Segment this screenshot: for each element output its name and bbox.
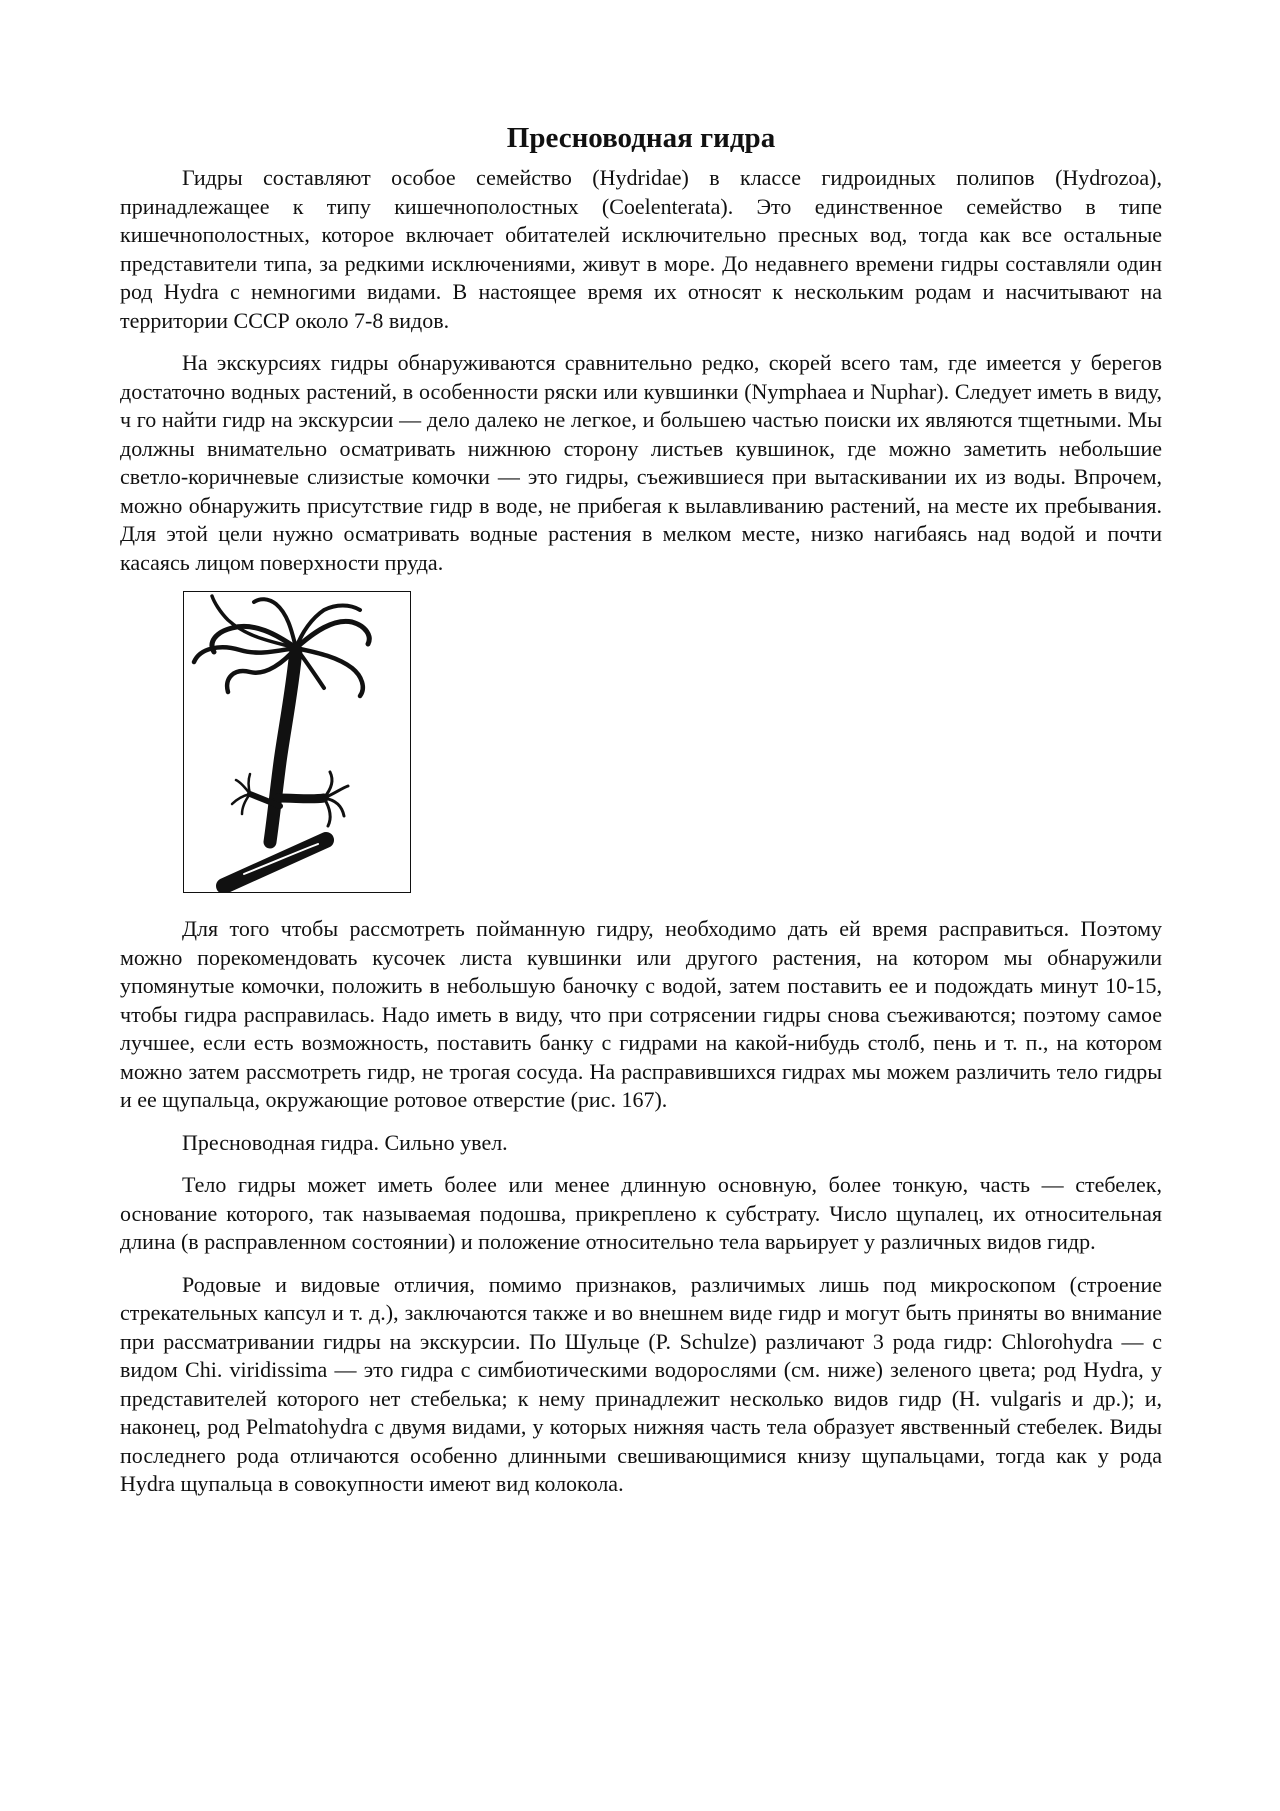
hydra-body bbox=[270, 650, 296, 842]
tentacle bbox=[296, 648, 363, 696]
tentacle bbox=[254, 599, 296, 648]
paragraph-2: На экскурсиях гидры обнаруживаются сравнительно редко, скорей всего там, где имеется у берегов достаточно водных растений, в особенности ряски или кувшинки (Nymphaea и Nuphar). Следует иметь в виду, ч го найти гидр на экскурсии — дело далеко не легкое, и большею частью поиски их являются тщетными. Мы должны внимательно осматривать нижнюю сторону листьев кувшинок, где можно заметить небольшие светло-коричневые слизистые комочки — это гидры, съежившиеся при вытаскивании их из воды. Впрочем, можно обнаружить присутствие гидр в воде, не прибегая к вылавливанию растений, на месте их пребывания. Для этой цели нужно осматривать водные растения в мелком месте, низко нагибаясь над водой и почти касаясь лицом поверхности пруда. bbox=[120, 350, 1162, 575]
hydra-drawing bbox=[184, 592, 410, 892]
paragraph-1: Гидры составляют особое семейство (Hydridae) в классе гидроидных полипов (Hydrozoa), принадлежащее к типу кишечнополостных (Coelenterata). Это единственное семейство в типе кишечнополостных, которое включает обитателей исключительно пресных вод, тогда как все остальные представители типа, за редкими исключениями, живут в море. До недавнего времени гидры составляли один род Hydra с немногими видами. В настоящее время их относят к нескольким родам и насчитывают на территории СССР около 7-8 видов. bbox=[120, 165, 1162, 333]
page-title: Пресноводная гидра bbox=[506, 122, 776, 154]
bud-tentacle bbox=[324, 798, 330, 826]
paragraph-4: Тело гидры может иметь более или менее длинную основную, более тонкую, часть — стебелек, основание которого, так называемая подошва, прикреплено к субстрату. Число щупалец, их относительная длина (в расправленном состоянии) и положение относительно тела варьирует у различных видов гидр. bbox=[120, 1172, 1162, 1254]
paragraph-5: Родовые и видовые отличия, помимо признаков, различимых лишь под микроскопом (строение стрекательных капсул и т. д.), заключаются также и во внешнем виде гидр и могут быть приняты во внимание при рассматривании гидры на экскурсии. По Шульце (P. Schulze) различают 3 рода гидр: Chlorohydra — с видом Chi. viridissima — это гидра с симбиотическими водорослями (см. ниже) зеленого цвета; род Hydra, у представителей которого нет стебелька; к нему принадлежит несколько видов гидр (H. vulgaris и др.); и, наконец, род Pelmatohydra с двумя видами, у которых нижняя часть тела образует явственный стебелек. Виды последнего рода отличаются особенно длинными свешивающимися книзу щупальцами, тогда как у рода Hydra щупальца в совокупности имеют вид колокола. bbox=[120, 1271, 1162, 1496]
hydra-bud bbox=[278, 798, 324, 799]
bud-tentacle bbox=[249, 774, 251, 794]
hydra-illustration bbox=[183, 591, 411, 893]
document-page bbox=[120, 120, 1162, 1513]
figure-caption: Пресноводная гидра. Сильно увел. bbox=[182, 1129, 508, 1155]
paragraph-3: Для того чтобы рассмотреть пойманную гидру, необходимо дать ей время расправиться. Поэтому можно порекомендовать кусочек листа кувшинки или другого растения, на котором мы обнаружили упомянутые комочки, положить в небольшую баночку с водой, затем поставить ее и подождать минут 10-15, чтобы гидра расправилась. Надо иметь в виду, что при сотрясении гидры снова съеживаются; поэтому самое лучшее, если есть возможность, поставить банку с гидрами на какой-нибудь столб, пень и т. п., на котором можно затем рассмотреть гидр, не трогая сосуда. На расправившихся гидрах мы можем различить тело гидры и ее щупальца, окружающие ротовое отверстие (рис. 167). bbox=[120, 916, 1162, 1112]
stick-highlight bbox=[244, 844, 318, 874]
